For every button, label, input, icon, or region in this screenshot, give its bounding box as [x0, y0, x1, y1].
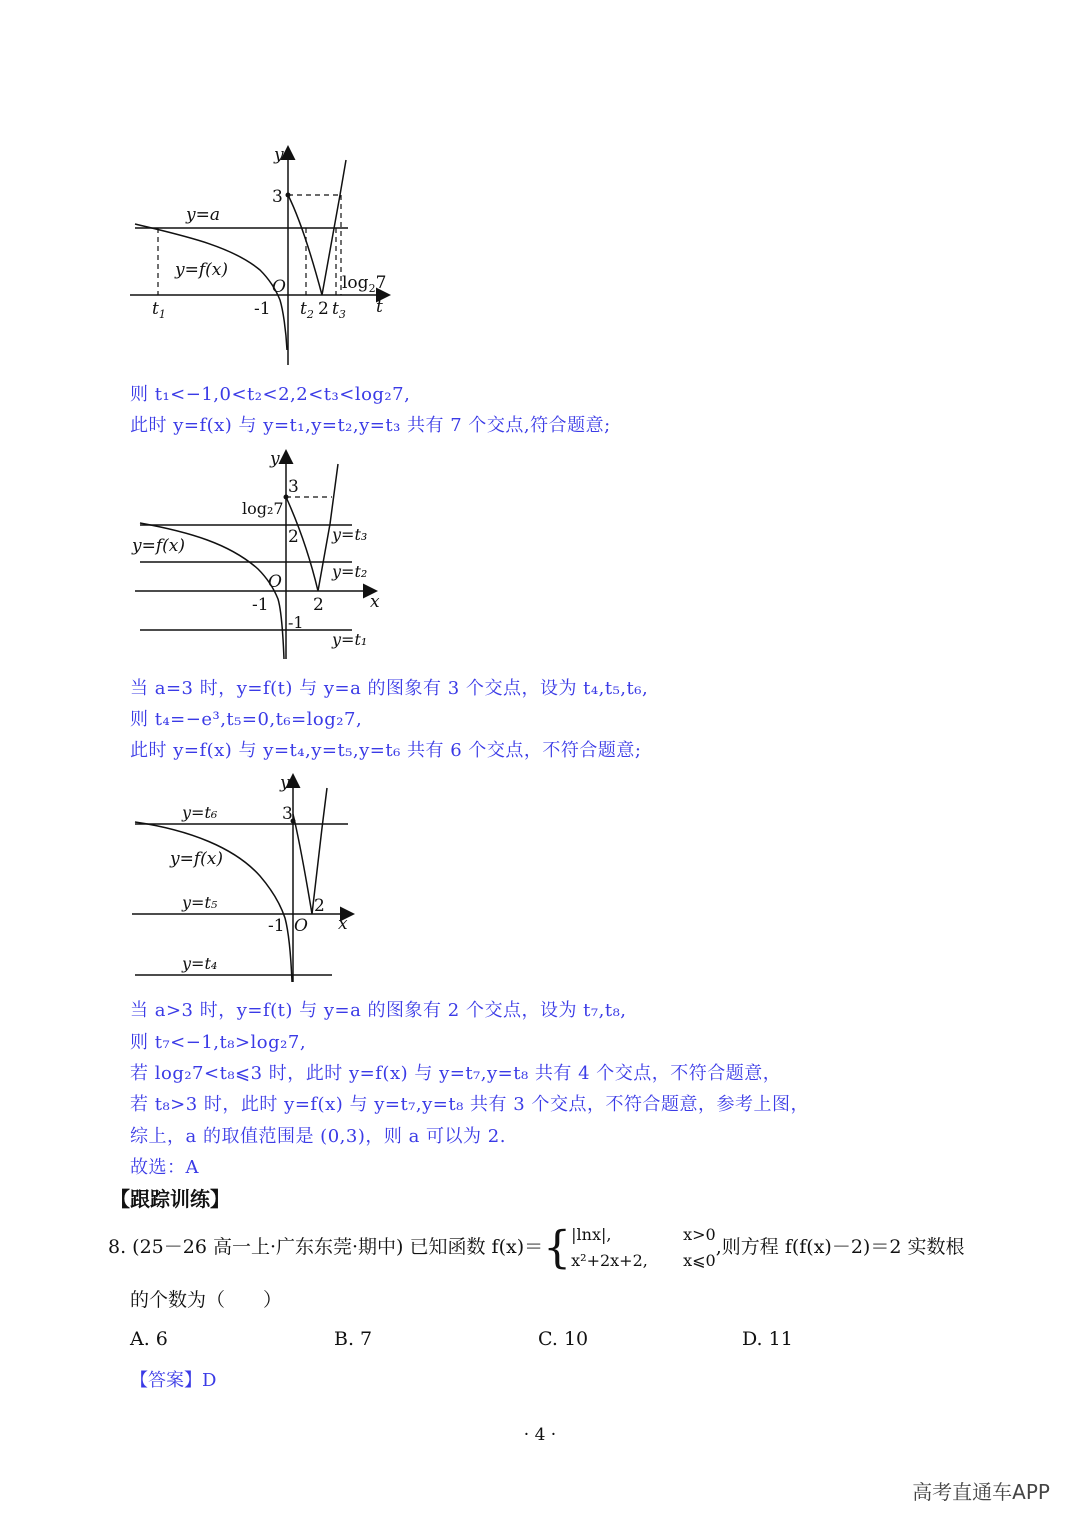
question-suffix: ,则方程 f(f(x)－2)＝2 实数根: [715, 1236, 965, 1258]
t-label: t: [376, 297, 383, 317]
label-t5: y=t₅: [182, 893, 218, 912]
brace: {: [543, 1222, 572, 1274]
label-t2: y=t₂: [332, 562, 368, 581]
solution-line-6: 当 a>3 时，y=f(t) 与 y=a 的图象有 2 个交点，设为 t₇,t₈,: [130, 1000, 627, 1021]
case1-cond: x>0: [683, 1225, 716, 1244]
label-3: 3: [272, 187, 283, 207]
label-origin: O: [294, 916, 308, 936]
label-2-x: 2: [313, 595, 324, 615]
section-title: 【跟踪训练】: [110, 1187, 230, 1211]
label-neg1: -1: [268, 916, 285, 936]
label-t6: y=t₆: [182, 803, 218, 822]
label-t1: $t_1$: [152, 299, 166, 321]
label-curve: y=f(x): [175, 260, 228, 280]
label-3: 3: [282, 804, 293, 824]
figure-3: [120, 768, 370, 988]
label-2-y: 2: [288, 527, 299, 547]
solution-line-5: 此时 y=f(x) 与 y=t₄,y=t₅,y=t₆ 共有 6 个交点，不符合题意;: [130, 740, 642, 761]
label-log27: log₂7: [242, 499, 284, 518]
case2-expr: x²+2x+2,: [571, 1251, 648, 1270]
option-d[interactable]: D. 11: [742, 1328, 793, 1350]
y-label: y: [274, 145, 284, 165]
y-label: y: [270, 449, 280, 469]
solution-line-1: 则 t₁<−1,0<t₂<2,2<t₃<log₂7,: [130, 384, 411, 405]
option-c[interactable]: C. 10: [538, 1328, 589, 1350]
question-continuation: 的个数为（ ）: [130, 1289, 283, 1311]
label-t4: y=t₄: [182, 954, 218, 973]
question-8: [108, 1222, 964, 1274]
solution-line-7: 则 t₇<−1,t₈>log₂7,: [130, 1032, 307, 1053]
question-prefix: 8. (25－26 高一上·广东东莞·期中) 已知函数 f(x)＝: [108, 1236, 544, 1258]
solution-line-4: 则 t₄=−e³,t₅=0,t₆=log₂7,: [130, 709, 363, 730]
solution-line-11: 故选：A: [130, 1157, 199, 1178]
solution-line-8: 若 log₂7<t₈⩽3 时，此时 y=f(x) 与 y=t₇,y=t₈ 共有 4 个交点，不符合题意，: [130, 1063, 782, 1084]
solution-line-3: 当 a=3 时，y=f(t) 与 y=a 的图象有 3 个交点，设为 t₄,t₅,t₆,: [130, 678, 649, 699]
y-label: y: [280, 773, 290, 793]
label-2: 2: [314, 896, 325, 916]
figure-1: [120, 140, 400, 370]
label-origin: O: [268, 572, 282, 592]
piecewise: [571, 1222, 716, 1274]
label-neg1: -1: [252, 595, 269, 615]
x-label: x: [370, 592, 380, 612]
figure-2: [120, 444, 400, 669]
label-origin: O: [272, 277, 286, 297]
case2-cond: x⩽0: [683, 1251, 716, 1270]
solution-line-9: 若 t₈>3 时，此时 y=f(x) 与 y=t₇,y=t₈ 共有 3 个交点，不符合题意，参考上图，: [130, 1094, 809, 1115]
case1-expr: |lnx|,: [571, 1225, 612, 1244]
x-label: x: [338, 914, 348, 934]
label-log27: $\log_27$: [342, 273, 387, 295]
label-neg1-y: -1: [288, 613, 304, 632]
solution-line-2: 此时 y=f(x) 与 y=t₁,y=t₂,y=t₃ 共有 7 个交点,符合题意;: [130, 415, 611, 436]
label-2: 2: [318, 299, 329, 319]
option-b[interactable]: B. 7: [334, 1328, 373, 1350]
label-3: 3: [288, 477, 299, 497]
label-t1: y=t₁: [332, 630, 368, 649]
label-neg1: -1: [254, 299, 271, 319]
page-number: · 4 ·: [523, 1425, 557, 1445]
label-curve: y=f(x): [170, 849, 223, 869]
answer: 【答案】D: [130, 1370, 217, 1391]
label-t2: $t_2$: [300, 299, 314, 321]
label-curve: y=f(x): [132, 536, 185, 556]
option-a[interactable]: A. 6: [130, 1328, 168, 1350]
label-y-a: y=a: [186, 205, 220, 225]
solution-line-10: 综上，a 的取值范围是 (0,3)，则 a 可以为 2.: [130, 1126, 506, 1147]
figure-3-graph: [120, 768, 370, 988]
figure-1-graph: [120, 140, 400, 370]
figure-2-graph: [120, 444, 400, 669]
label-t3: $t_3$: [332, 299, 346, 321]
point-3: [286, 193, 291, 198]
watermark: 高考直通车APP: [912, 1480, 1050, 1504]
label-t3: y=t₃: [332, 525, 368, 544]
